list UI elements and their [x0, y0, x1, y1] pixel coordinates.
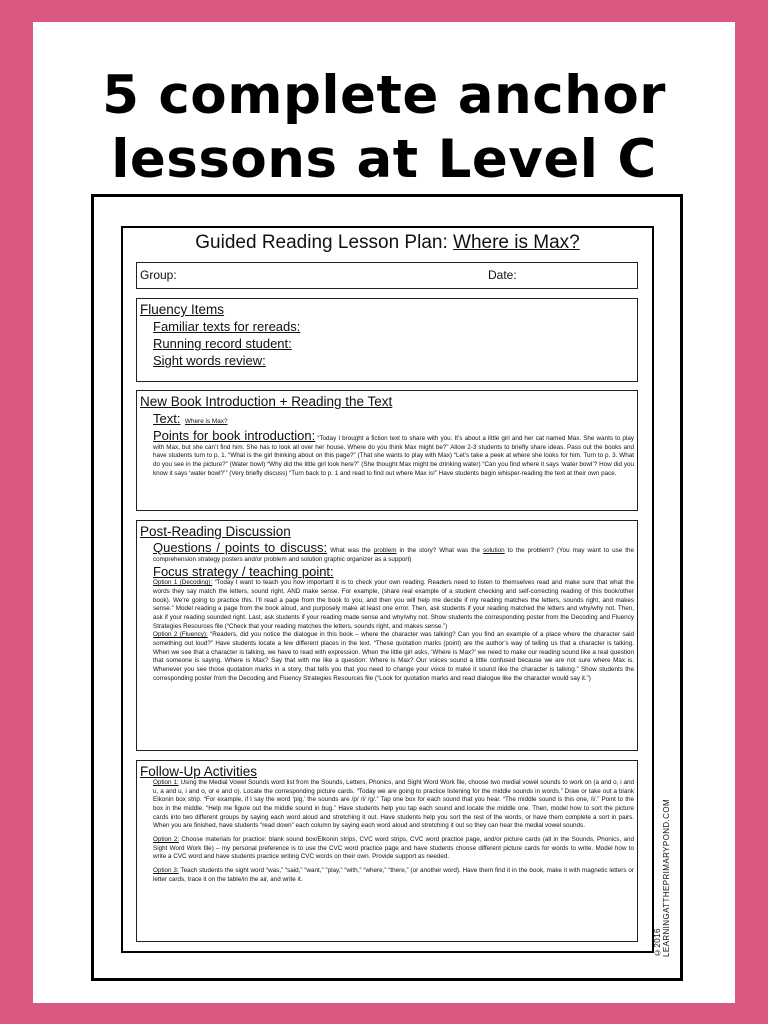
follow-option-3-label: Option 3:: [153, 866, 179, 874]
group-date-box: [136, 262, 638, 289]
headline-line-2: lessons at Level C: [111, 129, 657, 190]
points-body: “Today I brought a fiction text to share with you. It’s about a little girl and her cat named Max. She wants to play with Max, but she can’t find him. She has to look all over her house. Where do you think Max might be?” Allow 2-3 students to briefly share ideas. Pass out the books and have students turn to p. 1. “What is the girl thinking about on this page?” (That she wants to play with Max) “Let’s take a peek at where she looks for him. Turn to p. 3. What do you see in the picture?” (Water bowl) “Why did the little girl look here?” (She thought Max might be drinking water) “Can you find where it says ‘water bowl’? How did you know it says ‘water bowl?’” (Very briefly discuss) “Turn back to p. 1 and read to find out where Max is!” Have students begin whisper-reading the text at their own pace.: [153, 435, 634, 477]
date-label: Date:: [488, 268, 517, 282]
follow-up-title: Follow-Up Activities: [140, 764, 258, 779]
questions-problem: problem: [373, 547, 397, 554]
fluency-item-sight-words: Sight words review:: [153, 353, 266, 368]
intro-title: New Book Introduction + Reading the Text: [140, 394, 393, 409]
focus-option-1: [153, 579, 634, 631]
intro-points: [153, 428, 634, 478]
text-line: [153, 410, 637, 428]
fluency-box: [136, 298, 638, 382]
questions-solution: solution: [482, 547, 505, 554]
follow-option-2-body: Choose materials for practice: blank sound box/Elkonin strips, CVC word strips, CVC word practice page, and/or picture cards (all in the Sounds, Phonics, and Sight Word Work file) – my personal preference is to use the CVC word practice page and have students choose different picture cards for words to write. Model how to write a CVC word and have students practice writing CVC words on their own. Provide support as needed.: [153, 835, 634, 861]
copyright-notice: ©2016 LEARNINGATTHEPRIMARYPOND.COM: [653, 798, 671, 957]
follow-option-3: [153, 867, 634, 884]
title-book: Where is Max?: [453, 232, 580, 253]
questions-label: Questions / points to discuss:: [153, 540, 328, 555]
questions-body-b: in the story? What was the: [396, 547, 483, 554]
follow-option-2-label: Option 2:: [153, 835, 180, 843]
fluency-item-running-record: Running record student:: [153, 336, 292, 351]
group-label: Group:: [140, 268, 177, 282]
title-prefix: Guided Reading Lesson Plan:: [195, 232, 454, 253]
headline: [33, 64, 735, 192]
questions-block: [153, 540, 634, 564]
questions-body-c: to the problem? (You may want to use the comprehension strategy posters and/or problem and solution graphic organizer as a support): [153, 547, 634, 563]
option-2-label: Option 2 (Fluency):: [153, 631, 208, 639]
option-1-label: Option 1 (Decoding):: [153, 579, 213, 587]
post-reading-box: [136, 520, 638, 751]
follow-option-1-label: Option 1:: [153, 779, 179, 786]
option-2-body: “Readers, did you notice the dialogue in this book – where the character was talking? Can you find an example of a place where the character said something out loud?” Have students locate a few different places in the text. “These quotation marks (point) are the author’s way of telling us that a character is talking. When we see that a character is talking, we have to read with expression. When the little girl asks, ‘Where is Max?’ we need to make our reading sound like a real question that someone is saying. Where is Max? Say that with me like a question: Where is Max? Our voices sound a little confused because we are not sure where Max is. Whenever you see those quotation marks in a story, that tells you that you need to change your voice to make it sound like the character is talking.” Show students the corresponding poster from the Decoding and Fluency Strategies Resources file (“Look for quotation marks and read dialogue like the character would say it.”): [153, 631, 635, 682]
headline-line-1: 5 complete anchor: [102, 65, 666, 126]
lesson-plan-page: [121, 226, 654, 953]
fluency-item-rereads: Familiar texts for rereads:: [153, 319, 301, 334]
document-preview: [91, 194, 683, 981]
follow-up-box: [136, 760, 638, 942]
option-1-body: “Today I want to teach you how important it is to check your own reading. Readers need to listen to themselves read and make sure that what the words they say match the letters, sound right, AND make sense. For example, (share real example of a student checking and self-correcting reading of this book/other book). We’re going to practice this. I’ll read a page from the book to you, and then you will help me decide if my reading matches the letters, sounds right, and makes sense.” Model reading a page from the book aloud, and purposely make at least one error. Then, ask students if your reading matched the letters and why/why not. Then, ask if your reading sounded right. Last, ask students if your reading made sense and why/why not. Show students the corresponding poster from the Decoding and Fluency Strategies Resources file (“Check that your reading matches the letters, sounds right, and makes sense.”): [153, 579, 634, 630]
focus-label: Focus strategy / teaching point:: [153, 564, 334, 580]
points-label: Points for book introduction:: [153, 428, 316, 443]
text-value: Where is Max?: [184, 418, 228, 425]
follow-option-3-body: Teach students the sight word “was,” “said,” “want,” “play,” “with,” “where,” “there,” (or another word). Have them find it in the book, make it with magnetic letters or letter cards, trace it on the table/in the air, and write it.: [153, 866, 634, 883]
follow-option-1: [153, 779, 634, 831]
lesson-plan-title: [123, 232, 652, 254]
intro-box: [136, 390, 638, 511]
follow-option-1-body: Using the Medial Vowel Sounds word list from the Sounds, Letters, Phonics, and Sight Word Work file, choose two medial vowel sounds to work on (a and o, i and u, a and u, i and o, or e and o). Locate the corresponding picture cards. “Today we are going to practice listening for the middle sounds in words.” Draw or take out a blank Elkonin box strip. “For example, if I say the word ‘pig,’ the sounds are /p/ /i/ /g/.” Tap one box for each sound that you hear. “The middle sound is this one, /i/.” Point to the box in the middle. “Help me figure out the middle sound in bug.” Have students help you tap each sound and locate the middle one. Then, model how to sort the picture cards into two different groups by saying each word aloud and stretching it out. Have students help you sort the rest of the words, or have them complete a sort in pairs. When you are finished, have students “read down” each column by saying each word aloud and stretching it out so they can hear the medial vowel sounds.: [153, 779, 634, 830]
follow-option-2: [153, 836, 634, 862]
questions-body-a: What was the: [330, 547, 374, 554]
focus-option-2: [153, 631, 634, 683]
fluency-title: Fluency Items: [140, 302, 225, 317]
text-label: Text:: [153, 411, 181, 426]
post-reading-title: Post-Reading Discussion: [140, 524, 291, 539]
